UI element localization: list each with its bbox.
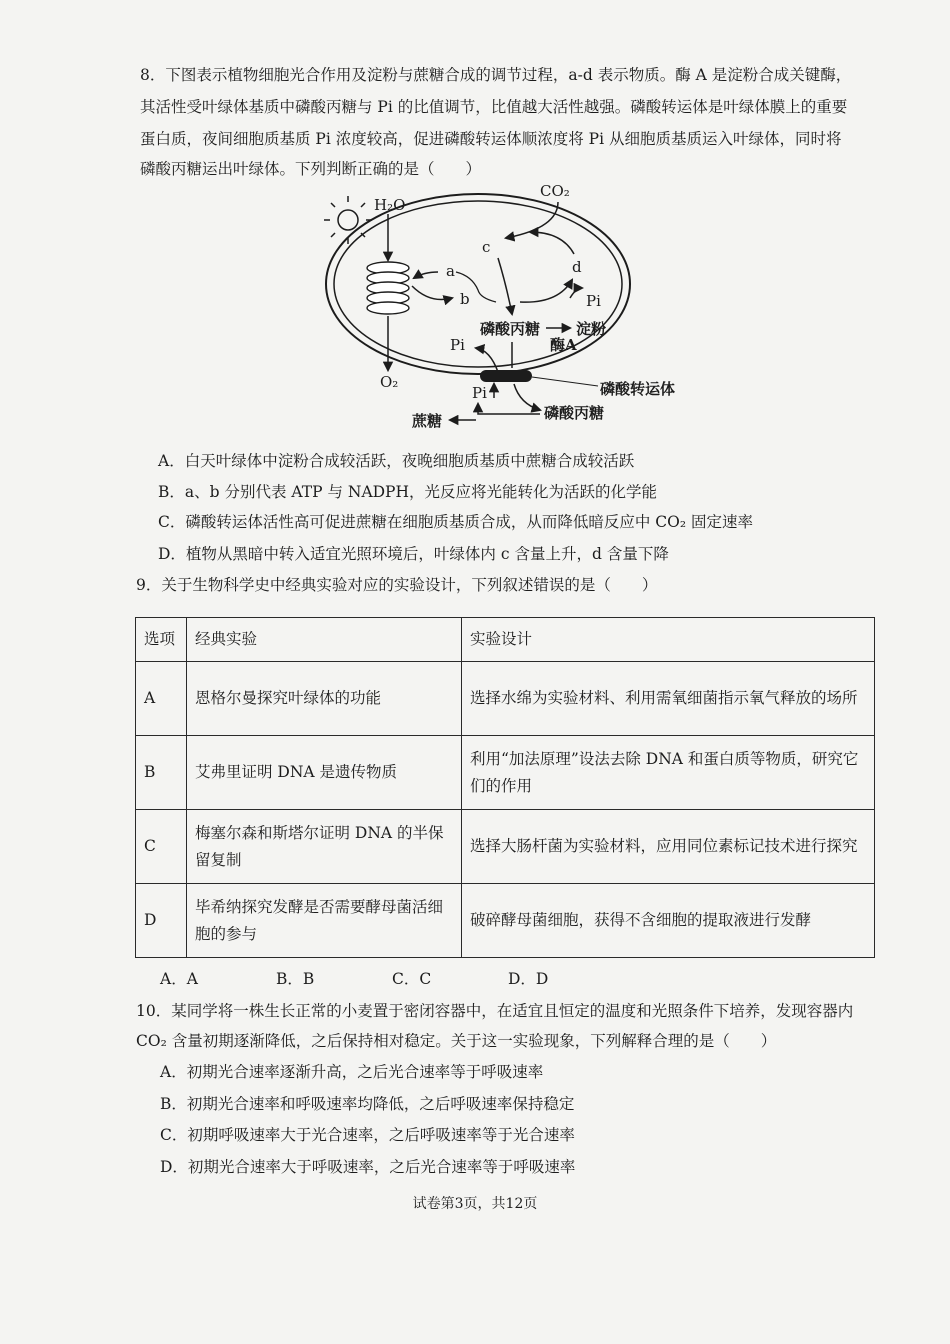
triose-cytosol-label: 磷酸丙糖 bbox=[544, 404, 605, 422]
o2-label: O₂ bbox=[380, 373, 399, 391]
q10-option-b[interactable]: B．初期光合速率和呼吸速率均降低，之后呼吸速率保持稳定 bbox=[160, 1095, 575, 1113]
label-a: a bbox=[446, 262, 455, 280]
c-to-triose-arrow bbox=[498, 258, 512, 314]
to-d-arrow bbox=[520, 280, 572, 302]
row-a-experiment: 恩格尔曼探究叶绿体的功能 bbox=[187, 662, 462, 736]
starch-label: 淀粉 bbox=[576, 320, 607, 338]
h2o-label: H₂O bbox=[374, 196, 406, 214]
row-d-design: 破碎酵母菌细胞，获得不含细胞的提取液进行发酵 bbox=[462, 884, 875, 958]
table-row bbox=[136, 810, 875, 884]
q8-option-a[interactable]: A．白天叶绿体中淀粉合成较活跃，夜晚细胞质基质中蔗糖合成较活跃 bbox=[158, 452, 635, 470]
q9-answer-b[interactable]: B．B bbox=[276, 970, 315, 988]
phosphate-transporter-icon bbox=[480, 370, 532, 382]
q9-stem: 9．关于生物科学史中经典实验对应的实验设计，下列叙述错误的是（ ） bbox=[136, 576, 658, 594]
light-reaction-arrow bbox=[412, 286, 452, 300]
q10-option-d[interactable]: D．初期光合速率大于呼吸速率，之后光合速率等于呼吸速率 bbox=[160, 1158, 576, 1176]
row-d-option: D bbox=[136, 884, 187, 958]
header-option: 选项 bbox=[136, 618, 187, 662]
transporter-leader-line bbox=[532, 377, 598, 386]
transporter-label: 磷酸转运体 bbox=[600, 380, 676, 398]
sucrose-label: 蔗糖 bbox=[412, 412, 443, 430]
d-to-c-arrow bbox=[530, 232, 574, 254]
pi-cytosol-label: Pi bbox=[472, 384, 487, 402]
q9-answer-d[interactable]: D．D bbox=[508, 970, 549, 988]
q10-stem-line-1: 10．某同学将一株生长正常的小麦置于密闭容器中，在适宜且恒定的温度和光照条件下培养，发现容器内 bbox=[136, 1002, 854, 1020]
grana-stack bbox=[367, 262, 409, 314]
chloroplast-diagram bbox=[300, 172, 720, 434]
q8-stem-line-3: 蛋白质，夜间细胞质基质 Pi 浓度较高，促进磷酸转运体顺浓度将 Pi 从细胞质基质运入叶绿体，同时将 bbox=[140, 130, 842, 148]
co2-label: CO₂ bbox=[540, 182, 570, 200]
header-experiment: 经典实验 bbox=[187, 618, 462, 662]
row-b-option: B bbox=[136, 736, 187, 810]
q8-option-b[interactable]: B．a、b 分别代表 ATP 与 NADPH，光反应将光能转化为活跃的化学能 bbox=[158, 483, 658, 501]
table-header-row bbox=[136, 618, 875, 662]
triose-stroma-label: 磷酸丙糖 bbox=[480, 320, 541, 338]
label-d: d bbox=[572, 258, 582, 276]
triose-out-arrow bbox=[514, 384, 540, 410]
pi-release-arrow bbox=[570, 288, 582, 298]
table-row bbox=[136, 736, 875, 810]
q9-table bbox=[135, 617, 875, 958]
q8-stem-line-1: 8．下图表示植物细胞光合作用及淀粉与蔗糖合成的调节过程，a-d 表示物质。酶 A 是淀粉合成关键酶， bbox=[140, 66, 852, 84]
table-row bbox=[136, 662, 875, 736]
q9-answer-c[interactable]: C．C bbox=[392, 970, 432, 988]
return-a-arrow bbox=[414, 272, 438, 278]
q10-stem-line-2: CO₂ 含量初期逐渐降低，之后保持相对稳定。关于这一实验现象，下列解释合理的是（ ） bbox=[136, 1032, 777, 1050]
q8-stem-line-2: 其活性受叶绿体基质中磷酸丙糖与 Pi 的比值调节，比值越大活性越强。磷酸转运体是叶绿体膜上的重要 bbox=[140, 98, 848, 116]
pi-import-arrow bbox=[476, 348, 498, 372]
label-b: b bbox=[460, 290, 470, 308]
page-footer: 试卷第3页，共12页 bbox=[412, 1196, 538, 1212]
row-d-experiment: 毕希纳探究发酵是否需要酵母菌活细胞的参与 bbox=[187, 884, 462, 958]
row-c-option: C bbox=[136, 810, 187, 884]
pi-in-label: Pi bbox=[450, 336, 465, 354]
row-a-option: A bbox=[136, 662, 187, 736]
row-b-experiment: 艾弗里证明 DNA 是遗传物质 bbox=[187, 736, 462, 810]
label-c: c bbox=[482, 238, 491, 256]
header-design: 实验设计 bbox=[462, 618, 875, 662]
q8-option-c[interactable]: C．磷酸转运体活性高可促进蔗糖在细胞质基质合成，从而降低暗反应中 CO₂ 固定速率 bbox=[158, 513, 753, 531]
q10-option-a[interactable]: A．初期光合速率逐渐升高，之后光合速率等于呼吸速率 bbox=[160, 1063, 544, 1081]
row-c-design: 选择大肠杆菌为实验材料，应用同位素标记技术进行探究 bbox=[462, 810, 875, 884]
q8-stem-line-4: 磷酸丙糖运出叶绿体。下列判断正确的是（ ） bbox=[140, 160, 482, 178]
q9-answer-a[interactable]: A．A bbox=[160, 970, 198, 988]
enzyme-a-label: 酶A bbox=[550, 336, 577, 354]
row-b-design: 利用“加法原理”设法去除 DNA 和蛋白质等物质，研究它们的作用 bbox=[462, 736, 875, 810]
row-a-design: 选择水绵为实验材料、利用需氧细菌指示氧气释放的场所 bbox=[462, 662, 875, 736]
q10-option-c[interactable]: C．初期呼吸速率大于光合速率，之后呼吸速率等于光合速率 bbox=[160, 1126, 575, 1144]
table-row bbox=[136, 884, 875, 958]
q8-option-d[interactable]: D．植物从黑暗中转入适宜光照环境后，叶绿体内 c 含量上升，d 含量下降 bbox=[158, 545, 669, 563]
row-c-experiment: 梅塞尔森和斯塔尔证明 DNA 的半保留复制 bbox=[187, 810, 462, 884]
pi-stroma-label: Pi bbox=[586, 292, 601, 310]
